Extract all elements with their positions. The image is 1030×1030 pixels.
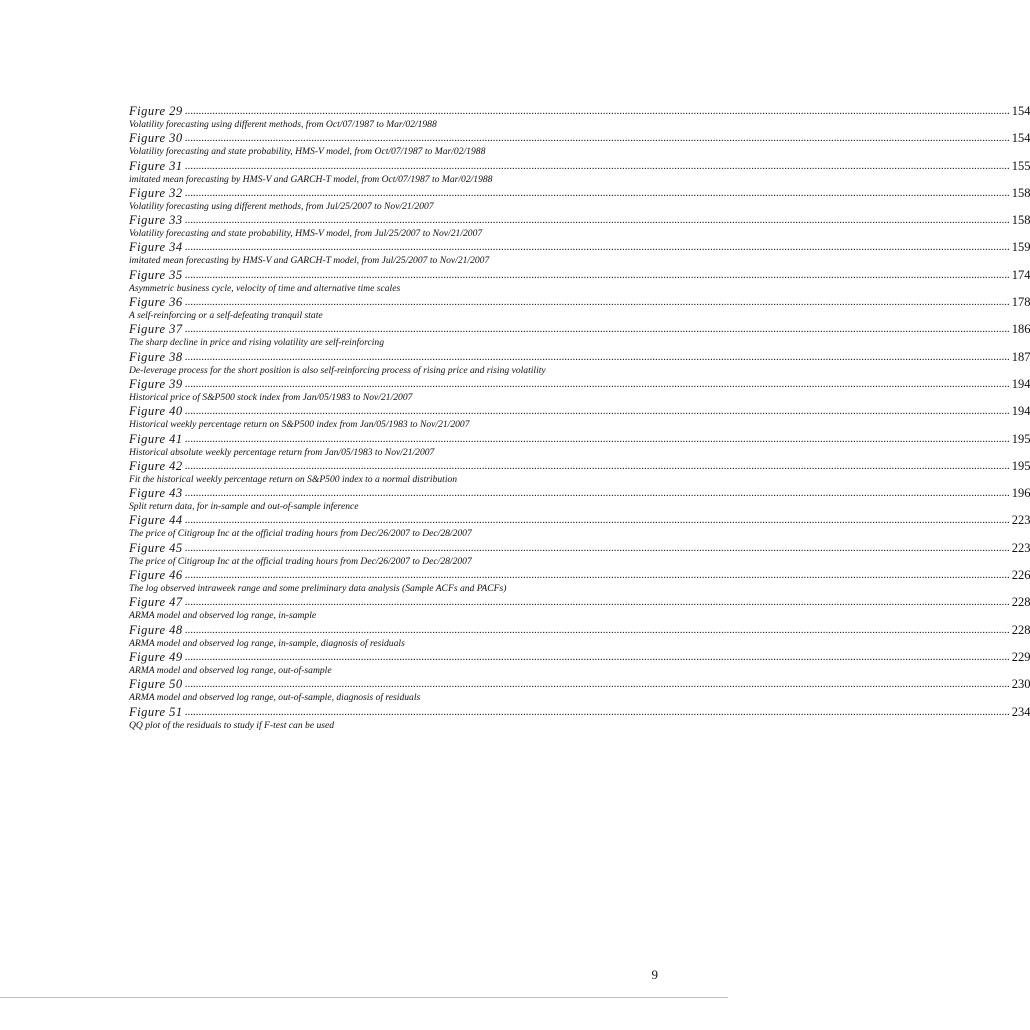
figure-caption: Historical price of S&P500 stock index from Jan/05/1983 to Nov/21/2007 bbox=[129, 391, 413, 403]
toc-entry-line bbox=[129, 458, 1030, 473]
dot-leader: ............................................................................................................................................................................................................................................................................................................ bbox=[184, 650, 1010, 663]
figure-label: Figure 30 bbox=[129, 131, 183, 146]
figure-page-number: 229 bbox=[1011, 649, 1030, 664]
figure-page-number: 194 bbox=[1011, 376, 1030, 391]
dot-leader: ............................................................................................................................................................................................................................................................................................................ bbox=[184, 214, 1010, 227]
toc-entry-line bbox=[129, 704, 1030, 719]
figure-page-number: 234 bbox=[1011, 704, 1030, 719]
toc-entry[interactable] bbox=[129, 568, 1030, 595]
toc-entry[interactable] bbox=[129, 486, 1030, 513]
dot-leader: ............................................................................................................................................................................................................................................................................................................ bbox=[184, 432, 1010, 445]
toc-entry[interactable] bbox=[129, 376, 1030, 404]
dot-leader: ............................................................................................................................................................................................................................................................................................................ bbox=[184, 268, 1010, 281]
figure-caption: The price of Citigroup Inc at the official trading hours from Dec/26/2007 to Dec/28/2007 bbox=[129, 555, 472, 567]
figure-page-number: 155 bbox=[1011, 158, 1030, 173]
figure-page-number: 158 bbox=[1011, 185, 1030, 200]
toc-entry-line bbox=[129, 622, 1030, 637]
toc-entry-line bbox=[129, 649, 1030, 664]
figure-label: Figure 38 bbox=[129, 349, 183, 364]
toc-entry-line bbox=[129, 486, 1030, 501]
figure-page-number: 223 bbox=[1011, 513, 1030, 528]
dot-leader: ............................................................................................................................................................................................................................................................................................................ bbox=[184, 377, 1010, 390]
dot-leader: ............................................................................................................................................................................................................................................................................................................ bbox=[184, 323, 1010, 336]
figure-caption: Historical absolute weekly percentage return from Jan/05/1983 to Nov/21/2007 bbox=[129, 446, 435, 458]
toc-entry[interactable] bbox=[129, 349, 1030, 377]
figure-caption: imitated mean forecasting by HMS-V and GARCH-T model, from Jul/25/2007 to Nov/21/2007 bbox=[129, 255, 490, 267]
figure-caption: ARMA model and observed log range, out-of-sample bbox=[129, 664, 332, 676]
figure-page-number: 230 bbox=[1011, 677, 1030, 692]
figure-label: Figure 46 bbox=[129, 568, 183, 583]
figure-caption: De-leverage process for the short position is also self-reinforcing process of rising price and rising volatility bbox=[129, 364, 546, 376]
figure-label: Figure 36 bbox=[129, 295, 183, 310]
figure-label: Figure 29 bbox=[129, 104, 183, 118]
figure-caption: ARMA model and observed log range, out-of-sample, diagnosis of residuals bbox=[129, 692, 421, 704]
dot-leader: ............................................................................................................................................................................................................................................................................................................ bbox=[184, 132, 1010, 145]
figure-caption: The log observed intraweek range and some preliminary data analysis (Sample ACFs and PACFs) bbox=[129, 583, 507, 595]
figure-caption: Fit the historical weekly percentage return on S&P500 index to a normal distribution bbox=[129, 473, 458, 485]
toc-entry-line bbox=[129, 568, 1030, 583]
figure-label: Figure 31 bbox=[129, 158, 183, 173]
figure-label: Figure 41 bbox=[129, 431, 183, 446]
figure-label: Figure 42 bbox=[129, 458, 183, 473]
figure-label: Figure 34 bbox=[129, 240, 183, 255]
toc-entry-line bbox=[129, 267, 1030, 282]
toc-entry[interactable] bbox=[129, 295, 1030, 322]
dot-leader: ............................................................................................................................................................................................................................................................................................................ bbox=[184, 186, 1010, 199]
dot-leader: ............................................................................................................................................................................................................................................................................................................ bbox=[184, 459, 1010, 472]
figure-caption: QQ plot of the residuals to study if F-test can be used bbox=[129, 719, 335, 731]
toc-entry-line bbox=[129, 595, 1030, 610]
toc-entry-line bbox=[129, 540, 1030, 555]
figure-caption: Volatility forecasting using different methods, from Jul/25/2007 to Nov/21/2007 bbox=[129, 200, 434, 212]
figure-label: Figure 48 bbox=[129, 622, 183, 637]
figure-page-number: 196 bbox=[1011, 486, 1030, 501]
figure-page-number: 187 bbox=[1011, 349, 1030, 364]
figure-label: Figure 44 bbox=[129, 513, 183, 528]
figure-caption: imitated mean forecasting by HMS-V and GARCH-T model, from Oct/07/1987 to Mar/02/1988 bbox=[129, 173, 493, 185]
figure-caption: The price of Citigroup Inc at the official trading hours from Dec/26/2007 to Dec/28/2007 bbox=[129, 528, 472, 540]
toc-entry[interactable] bbox=[129, 431, 1030, 459]
figure-page-number: 174 bbox=[1011, 267, 1030, 282]
dot-leader: ............................................................................................................................................................................................................................................................................................................ bbox=[184, 569, 1010, 582]
figure-label: Figure 47 bbox=[129, 595, 183, 610]
dot-leader: ............................................................................................................................................................................................................................................................................................................ bbox=[184, 678, 1010, 691]
toc-entry[interactable] bbox=[129, 185, 1030, 213]
toc-entry-line bbox=[129, 376, 1030, 391]
list-of-figures bbox=[129, 104, 1030, 732]
dot-leader: ............................................................................................................................................................................................................................................................................................................ bbox=[184, 405, 1010, 418]
figure-caption: ARMA model and observed log range, in-sample bbox=[129, 610, 317, 622]
toc-entry-line bbox=[129, 349, 1030, 364]
figure-label: Figure 49 bbox=[129, 649, 183, 664]
figure-page-number: 228 bbox=[1011, 622, 1030, 637]
toc-entry[interactable] bbox=[129, 131, 1030, 158]
dot-leader: ............................................................................................................................................................................................................................................................................................................ bbox=[184, 514, 1010, 527]
figure-label: Figure 32 bbox=[129, 185, 183, 200]
toc-entry[interactable] bbox=[129, 540, 1030, 568]
figure-page-number: 178 bbox=[1011, 295, 1030, 310]
toc-entry-line bbox=[129, 513, 1030, 528]
figure-caption: Volatility forecasting using different methods, from Oct/07/1987 to Mar/02/1988 bbox=[129, 119, 437, 130]
dot-leader: ............................................................................................................................................................................................................................................................................................................ bbox=[184, 623, 1010, 636]
figure-caption: Volatility forecasting and state probability, HMS-V model, from Oct/07/1987 to Mar/02/1988 bbox=[129, 146, 486, 158]
figure-caption: ARMA model and observed log range, in-sample, diagnosis of residuals bbox=[129, 637, 405, 649]
figure-caption: Split return data, for in-sample and out-of-sample inference bbox=[129, 501, 359, 513]
figure-caption: A self-reinforcing or a self-defeating tranquil state bbox=[129, 310, 323, 322]
figure-label: Figure 40 bbox=[129, 404, 183, 419]
figure-page-number: 195 bbox=[1011, 431, 1030, 446]
figure-page-number: 186 bbox=[1011, 322, 1030, 337]
figure-page-number: 159 bbox=[1011, 240, 1030, 255]
figure-label: Figure 39 bbox=[129, 376, 183, 391]
figure-label: Figure 45 bbox=[129, 540, 183, 555]
toc-entry[interactable] bbox=[129, 704, 1030, 732]
figure-page-number: 158 bbox=[1011, 213, 1030, 228]
figure-page-number: 194 bbox=[1011, 404, 1030, 419]
dot-leader: ............................................................................................................................................................................................................................................................................................................ bbox=[184, 159, 1010, 172]
dot-leader: ............................................................................................................................................................................................................................................................................................................ bbox=[184, 105, 1010, 117]
toc-entry[interactable] bbox=[129, 649, 1030, 677]
dot-leader: ............................................................................................................................................................................................................................................................................................................ bbox=[184, 705, 1010, 718]
dot-leader: ............................................................................................................................................................................................................................................................................................................ bbox=[184, 296, 1010, 309]
figure-page-number: 228 bbox=[1011, 595, 1030, 610]
toc-entry[interactable] bbox=[129, 404, 1030, 431]
toc-entry-line bbox=[129, 104, 1030, 118]
toc-entry-line bbox=[129, 322, 1030, 337]
toc-entry-line bbox=[129, 431, 1030, 446]
toc-entry[interactable] bbox=[129, 158, 1030, 186]
toc-entry-line bbox=[129, 213, 1030, 228]
toc-entry[interactable] bbox=[129, 595, 1030, 622]
toc-entry[interactable] bbox=[129, 322, 1030, 349]
dot-leader: ............................................................................................................................................................................................................................................................................................................ bbox=[184, 541, 1010, 554]
figure-page-number: 223 bbox=[1011, 540, 1030, 555]
figure-page-number: 154 bbox=[1011, 104, 1030, 118]
figure-label: Figure 43 bbox=[129, 486, 183, 501]
page-number: 9 bbox=[651, 967, 658, 982]
figure-page-number: 195 bbox=[1011, 458, 1030, 473]
dot-leader: ............................................................................................................................................................................................................................................................................................................ bbox=[184, 487, 1010, 500]
figure-caption: Historical weekly percentage return on S&P500 index from Jan/05/1983 to Nov/21/2007 bbox=[129, 419, 470, 431]
dot-leader: ............................................................................................................................................................................................................................................................................................................ bbox=[184, 596, 1010, 609]
dot-leader: ............................................................................................................................................................................................................................................................................................................ bbox=[184, 350, 1010, 363]
figure-caption: Asymmetric business cycle, velocity of time and alternative time scales bbox=[129, 282, 401, 294]
toc-entry[interactable] bbox=[129, 267, 1030, 295]
figure-caption: The sharp decline in price and rising volatility are self-reinforcing bbox=[129, 337, 384, 349]
toc-entry-line bbox=[129, 295, 1030, 310]
figure-label: Figure 37 bbox=[129, 322, 183, 337]
figure-page-number: 226 bbox=[1011, 568, 1030, 583]
toc-entry[interactable] bbox=[129, 240, 1030, 267]
toc-entry-line bbox=[129, 185, 1030, 200]
toc-entry-line bbox=[129, 240, 1030, 255]
dot-leader: ............................................................................................................................................................................................................................................................................................................ bbox=[184, 241, 1010, 254]
toc-entry[interactable] bbox=[129, 513, 1030, 540]
figure-label: Figure 35 bbox=[129, 267, 183, 282]
toc-entry-line bbox=[129, 131, 1030, 146]
figure-caption: Volatility forecasting and state probability, HMS-V model, from Jul/25/2007 to Nov/21/2007 bbox=[129, 228, 483, 240]
figure-label: Figure 33 bbox=[129, 213, 183, 228]
figure-page-number: 154 bbox=[1011, 131, 1030, 146]
figure-label: Figure 50 bbox=[129, 677, 183, 692]
toc-entry-line bbox=[129, 677, 1030, 692]
toc-entry[interactable] bbox=[129, 458, 1030, 486]
toc-entry[interactable] bbox=[129, 213, 1030, 240]
toc-entry[interactable] bbox=[129, 677, 1030, 704]
figure-label: Figure 51 bbox=[129, 704, 183, 719]
toc-entry[interactable] bbox=[129, 104, 1030, 131]
toc-entry-line bbox=[129, 158, 1030, 173]
toc-entry[interactable] bbox=[129, 622, 1030, 650]
toc-entry-line bbox=[129, 404, 1030, 419]
footer-divider bbox=[0, 997, 728, 998]
